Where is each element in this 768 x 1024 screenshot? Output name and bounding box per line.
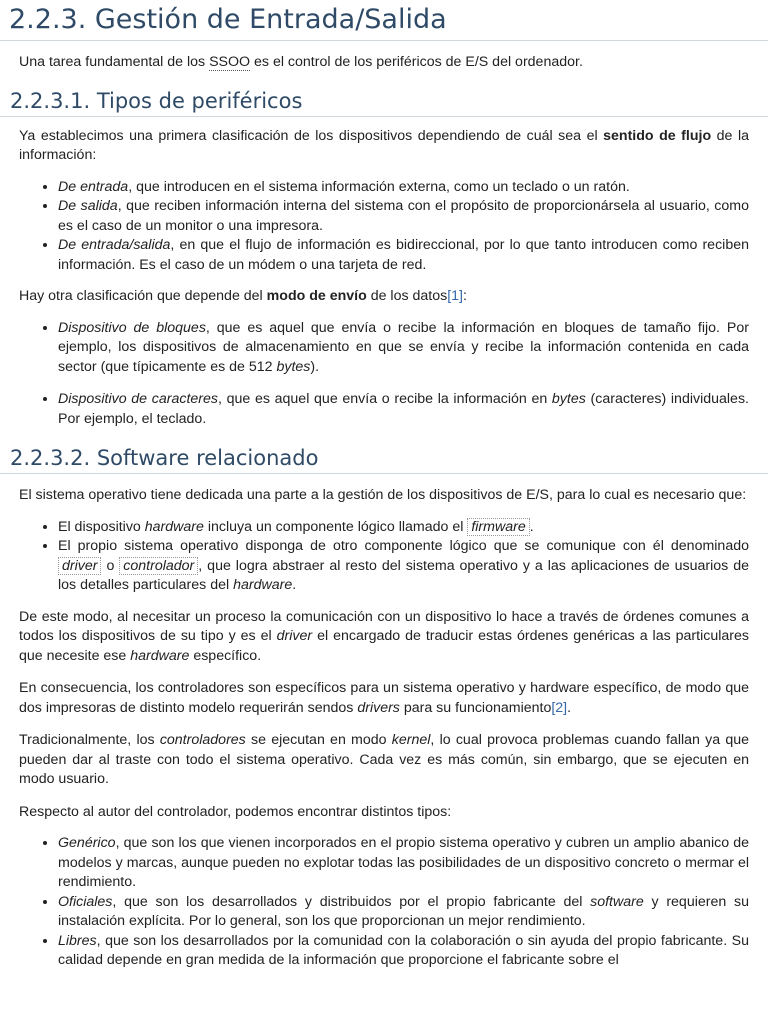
list-item-bloques	[58, 319, 749, 378]
libres-text: , que son los desarrollados por la comunidad con la colaboración o sin ayuda del propio fabricante. Su calidad depende en gran medida de la información que proporcione el fabricante sobre el	[58, 932, 749, 968]
trad-text-a: Tradicionalmente, los	[19, 732, 160, 748]
modo-driver: driver	[276, 628, 313, 644]
entrada-salida-term: De entrada/salida	[58, 237, 171, 253]
software-block	[0, 474, 768, 971]
driver-text-c: , que logra abstraer al resto del sistema operativo y a las aplicaciones de usuarios de los detalles particulares del	[58, 557, 749, 593]
salida-text: , que reciben información interna del sistema con el propósito de proporcionársela al usuario, como es el caso de un monitor o una impresora.	[58, 198, 749, 234]
hw-text-c: .	[529, 518, 534, 535]
generico-term: Genérico	[58, 835, 116, 851]
envio-bold: modo de envío	[266, 288, 367, 304]
oficiales-text-a: , que son los desarrollados y distribuidos por el propio fabricante del	[112, 893, 591, 910]
hw-text-a: El dispositivo	[58, 518, 145, 535]
libres-term: Libres	[58, 932, 97, 949]
driver-text-d: .	[292, 577, 297, 593]
envio-list-caracteres	[19, 390, 749, 429]
requisitos-list	[19, 518, 749, 596]
firmware-term[interactable]: firmware	[467, 518, 529, 536]
conse-text-a: En consecuencia, los controladores son específicos para un sistema operativo y hardware específico, de modo que dos impresoras de distinto modelo requerirán sendos	[19, 680, 749, 716]
flujo-text-a: Ya establecimos una primera clasificación de los dispositivos dependiendo de cuál sea el	[19, 127, 604, 144]
hw-hardware: hardware	[144, 518, 204, 535]
tipos-block	[0, 117, 768, 430]
consecuencia-paragraph	[19, 679, 749, 718]
section-title-gestion-es: 2.2.3. Gestión de Entrada/Salida	[0, 0, 768, 41]
intro-block	[0, 41, 768, 73]
caracteres-bytes: bytes	[551, 391, 586, 407]
modo-text-b: el encargado de traducir estas órdenes genéricas a las particulares que necesite ese	[19, 628, 749, 664]
modo-hardware: hardware	[130, 647, 190, 664]
bloques-bytes: bytes	[276, 358, 311, 375]
flujo-text-b: de la información:	[19, 127, 749, 163]
list-item-salida	[58, 197, 749, 236]
conse-text-b: para su funcionamiento	[399, 699, 552, 716]
flujo-paragraph	[19, 127, 749, 166]
entrada-text: , que introducen en el sistema información externa, como un teclado o un ratón.	[128, 178, 630, 195]
intro-paragraph	[19, 53, 749, 73]
driver-term[interactable]: driver	[58, 557, 101, 575]
caracteres-text-a: , que es aquel que envía o recibe la información en	[217, 391, 552, 407]
salida-term: De salida	[58, 198, 118, 214]
list-item-generico	[58, 834, 749, 893]
entrada-salida-text: , en que el flujo de información es bidireccional, por lo que tanto introducen como reciben información. Es el caso de un módem o una tarjeta de red.	[58, 237, 749, 273]
bloques-term: Dispositivo de bloques	[58, 319, 206, 336]
section-title-tipos-perifericos: 2.2.3.1. Tipos de periféricos	[0, 86, 768, 117]
modo-text-a: De este modo, al necesitar un proceso la comunicación con un dispositivo lo hace a través de órdenes comunes a todos los dispositivos de su tipo y es el	[19, 608, 749, 644]
modo-text-c: específico.	[189, 647, 262, 664]
hw-text-b: incluya un componente lógico llamado el	[203, 518, 468, 535]
list-item-libres	[58, 932, 749, 971]
conse-drivers: drivers	[357, 699, 400, 716]
autor-paragraph: Respecto al autor del controlador, podemos encontrar distintos tipos:	[19, 803, 452, 820]
list-item-caracteres	[58, 390, 749, 429]
trad-text-b: se ejecutan en modo	[245, 732, 392, 748]
flujo-bold: sentido de flujo	[603, 127, 712, 144]
autor-list	[19, 834, 749, 971]
driver-text-b: o	[101, 557, 120, 574]
section-title-software-relacionado: 2.2.3.2. Software relacionado	[0, 443, 768, 474]
list-item-oficiales	[58, 893, 749, 932]
bloques-text-b: ).	[310, 358, 320, 375]
caracteres-term: Dispositivo de caracteres	[58, 391, 218, 407]
list-item-hardware	[58, 518, 749, 538]
flujo-list	[19, 178, 749, 276]
reference-link-1[interactable]: [1]	[447, 288, 463, 304]
conse-text-c: .	[567, 699, 572, 716]
controlador-term[interactable]: controlador	[119, 557, 198, 575]
envio-list-bloques	[19, 319, 749, 378]
intro-text-b: es el control de los periféricos de E/S del ordenador.	[250, 54, 583, 70]
driver-hardware: hardware	[233, 577, 293, 593]
caracteres-text-b: (caracteres) individuales. Por ejemplo, el teclado.	[58, 391, 749, 427]
list-item-entrada	[58, 178, 749, 198]
trad-controladores: controladores	[159, 732, 246, 748]
oficiales-software: software	[590, 893, 644, 910]
driver-text-a: El propio sistema operativo disponga de otro componente lógico que se comunique con él denominado	[58, 538, 749, 554]
modo-paragraph	[19, 608, 749, 667]
reference-link-2[interactable]: [2]	[551, 699, 568, 716]
list-item-entrada-salida	[58, 236, 749, 275]
envio-text-a: Hay otra clasificación que depende del	[19, 288, 267, 304]
envio-text-b: de los datos	[366, 288, 448, 304]
trad-kernel: kernel	[391, 732, 431, 748]
envio-text-c: :	[463, 288, 467, 304]
generico-text: , que son los que vienen incorporados en el propio sistema operativo y cubren un amplio abanico de modelos y marcas, aunque pueden no explotar todas las posibilidades de un dispositivo concreto o mermar el rendimiento.	[58, 835, 749, 890]
oficiales-text-b: y requieren su instalación explícita. Por lo general, son los que proporcionan un mejor rendimiento.	[58, 893, 749, 929]
tradicional-paragraph	[19, 731, 749, 790]
intro-text-a: Una tarea fundamental de los	[19, 54, 210, 70]
entrada-term: De entrada	[58, 178, 129, 195]
so-paragraph: El sistema operativo tiene dedicada una parte a la gestión de los dispositivos de E/S, para lo cual es necesario que:	[19, 487, 747, 503]
oficiales-term: Oficiales	[58, 893, 113, 910]
ssoo-abbreviation[interactable]: SSOO	[209, 54, 251, 70]
list-item-driver	[58, 537, 749, 596]
bloques-text-a: , que es aquel que envía o recibe la información en bloques de tamaño fijo. Por ejemplo, los dispositivos de almacenamiento en que se envía y recibe la información contenida en cada sector (que típicamente es de 512	[58, 319, 749, 375]
trad-text-c: , lo cual provoca problemas cuando fallan ya que pueden dar al traste con todo el sistema operativo. Cada vez es más común, sin embargo, que se ejecuten en modo usuario.	[19, 732, 749, 787]
envio-paragraph	[19, 287, 749, 307]
